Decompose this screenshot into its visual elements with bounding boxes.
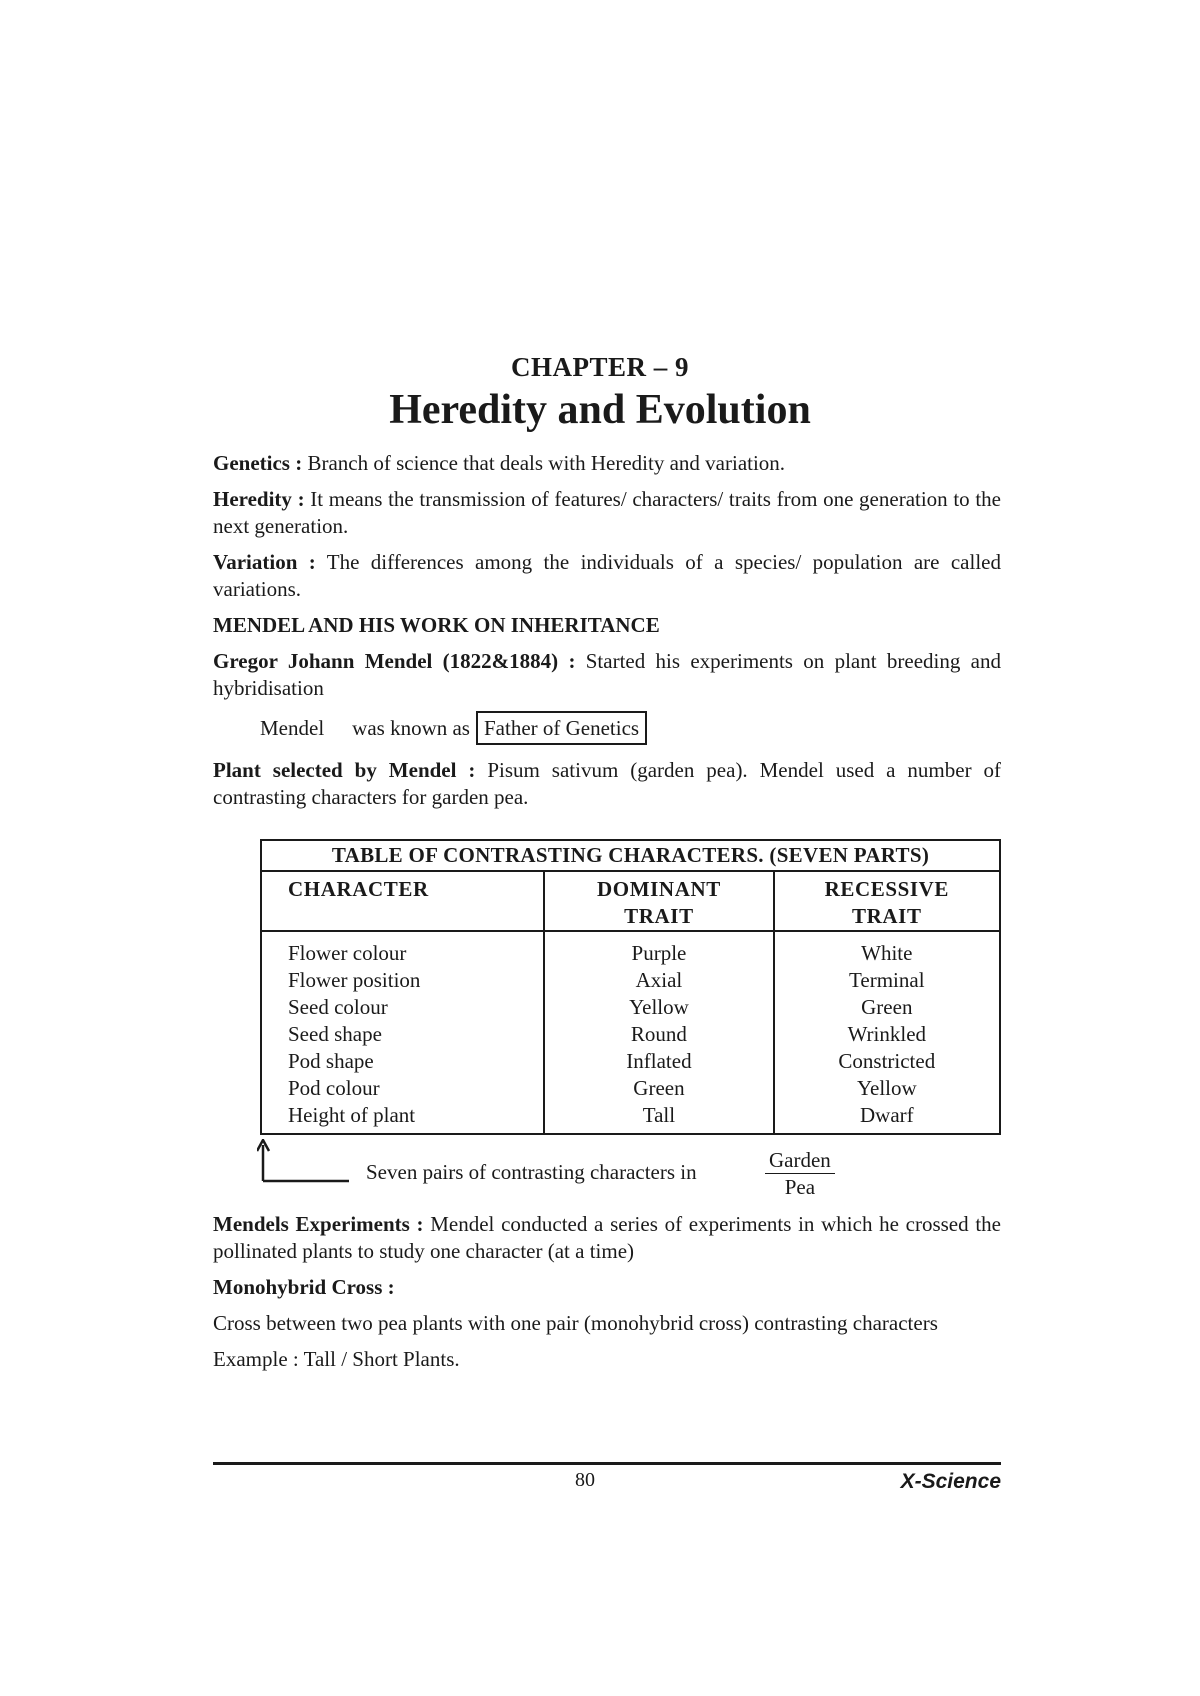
up-arrow-icon bbox=[257, 1139, 357, 1183]
recessive-cell: Green bbox=[861, 995, 913, 1019]
plant-selected bbox=[213, 757, 1001, 811]
character-cell: Height of plant bbox=[288, 1103, 416, 1127]
mendel-section-heading: MENDEL AND HIS WORK ON INHERITANCE bbox=[213, 613, 660, 637]
page-number: 80 bbox=[575, 1469, 595, 1491]
mendel-name: Mendel bbox=[260, 715, 325, 740]
recessive-cell: Dwarf bbox=[859, 1103, 914, 1127]
header-line: TRAIT bbox=[624, 904, 694, 928]
recessive-cell: Yellow bbox=[856, 1076, 917, 1100]
recessive-cell: Terminal bbox=[849, 968, 925, 992]
father-of-genetics-box: Father of Genetics bbox=[476, 711, 647, 745]
page-content bbox=[213, 450, 1001, 1382]
dominant-cell: Purple bbox=[631, 941, 687, 965]
mendel-bio-text: Started his experiments on plant breeding and hybridisation bbox=[213, 649, 1001, 700]
dominant-column bbox=[544, 931, 773, 1134]
chapter-label: CHAPTER – 9 bbox=[510, 352, 689, 382]
dominant-cell: Round bbox=[630, 1022, 687, 1046]
table-note bbox=[213, 1139, 1001, 1211]
recessive-cell: White bbox=[861, 941, 913, 965]
table-caption: TABLE OF CONTRASTING CHARACTERS. (SEVEN PARTS) bbox=[261, 840, 1000, 871]
header-dominant bbox=[544, 871, 773, 931]
fraction-bottom: Pea bbox=[784, 1175, 816, 1199]
definition-heredity bbox=[213, 486, 1001, 540]
header-line: CHARACTER bbox=[288, 877, 429, 901]
dominant-cell: Inflated bbox=[626, 1049, 692, 1073]
header-line: RECESSIVE bbox=[824, 877, 950, 901]
recessive-column bbox=[774, 931, 1000, 1134]
character-column bbox=[261, 931, 544, 1134]
table-note-text: Seven pairs of contrasting characters in bbox=[366, 1160, 697, 1184]
definition-genetics bbox=[213, 450, 1001, 477]
chapter-title: Heredity and Evolution bbox=[389, 387, 811, 433]
character-cell: Seed colour bbox=[288, 995, 388, 1019]
character-cell: Pod shape bbox=[288, 1049, 374, 1073]
mendel-bio bbox=[213, 648, 1001, 702]
character-cell: Flower colour bbox=[288, 941, 407, 965]
experiments-text: Mendel conducted a series of experiments in which he crossed the pollinated plants to study one character (at a time) bbox=[213, 1212, 1001, 1263]
header-recessive bbox=[774, 871, 1000, 931]
definition-text: Branch of science that deals with Heredity and variation. bbox=[302, 451, 786, 475]
definition-term: Genetics : bbox=[213, 451, 303, 475]
definition-text: It means the transmission of features/ characters/ traits from one generation to the next generation. bbox=[213, 487, 1002, 538]
known-as-phrase: was known as bbox=[352, 715, 470, 740]
contrasting-characters-table bbox=[260, 839, 1001, 1135]
definition-term: Variation : bbox=[213, 550, 316, 574]
dominant-cell: Axial bbox=[635, 968, 683, 992]
recessive-cell: Wrinkled bbox=[847, 1022, 927, 1046]
monohybrid-heading: Monohybrid Cross : bbox=[213, 1275, 395, 1299]
header-character bbox=[261, 871, 544, 931]
character-cell: Flower position bbox=[288, 968, 421, 992]
character-cell: Pod colour bbox=[288, 1076, 380, 1100]
character-cell: Seed shape bbox=[288, 1022, 382, 1046]
definition-term: Heredity : bbox=[213, 487, 305, 511]
definition-variation bbox=[213, 549, 1001, 603]
mendel-bio-term: Gregor Johann Mendel (1822&1884) : bbox=[213, 649, 576, 673]
plant-text: Pisum sativum (garden pea). Mendel used a number of contrasting characters for garden pea. bbox=[213, 758, 1001, 809]
footer-rule bbox=[213, 1462, 1001, 1465]
mendels-experiments bbox=[213, 1211, 1001, 1265]
fraction-top: Garden bbox=[765, 1147, 835, 1174]
definition-text: The differences among the individuals of a species/ population are called variations. bbox=[213, 550, 1001, 601]
garden-pea-fraction bbox=[765, 1147, 835, 1200]
header-line: DOMINANT bbox=[597, 877, 721, 901]
monohybrid-text: Cross between two pea plants with one pair (monohybrid cross) contrasting characters bbox=[213, 1311, 938, 1335]
plant-term: Plant selected by Mendel : bbox=[213, 758, 476, 782]
dominant-cell: Green bbox=[633, 1076, 685, 1100]
book-name: X-Science bbox=[900, 1470, 1001, 1493]
header-line: TRAIT bbox=[852, 904, 922, 928]
dominant-cell: Yellow bbox=[629, 995, 689, 1019]
mendel-known-as bbox=[260, 711, 1001, 745]
dominant-cell: Tall bbox=[642, 1103, 676, 1127]
monohybrid-example: Example : Tall / Short Plants. bbox=[213, 1347, 460, 1371]
experiments-term: Mendels Experiments : bbox=[213, 1212, 424, 1236]
recessive-cell: Constricted bbox=[838, 1049, 936, 1073]
